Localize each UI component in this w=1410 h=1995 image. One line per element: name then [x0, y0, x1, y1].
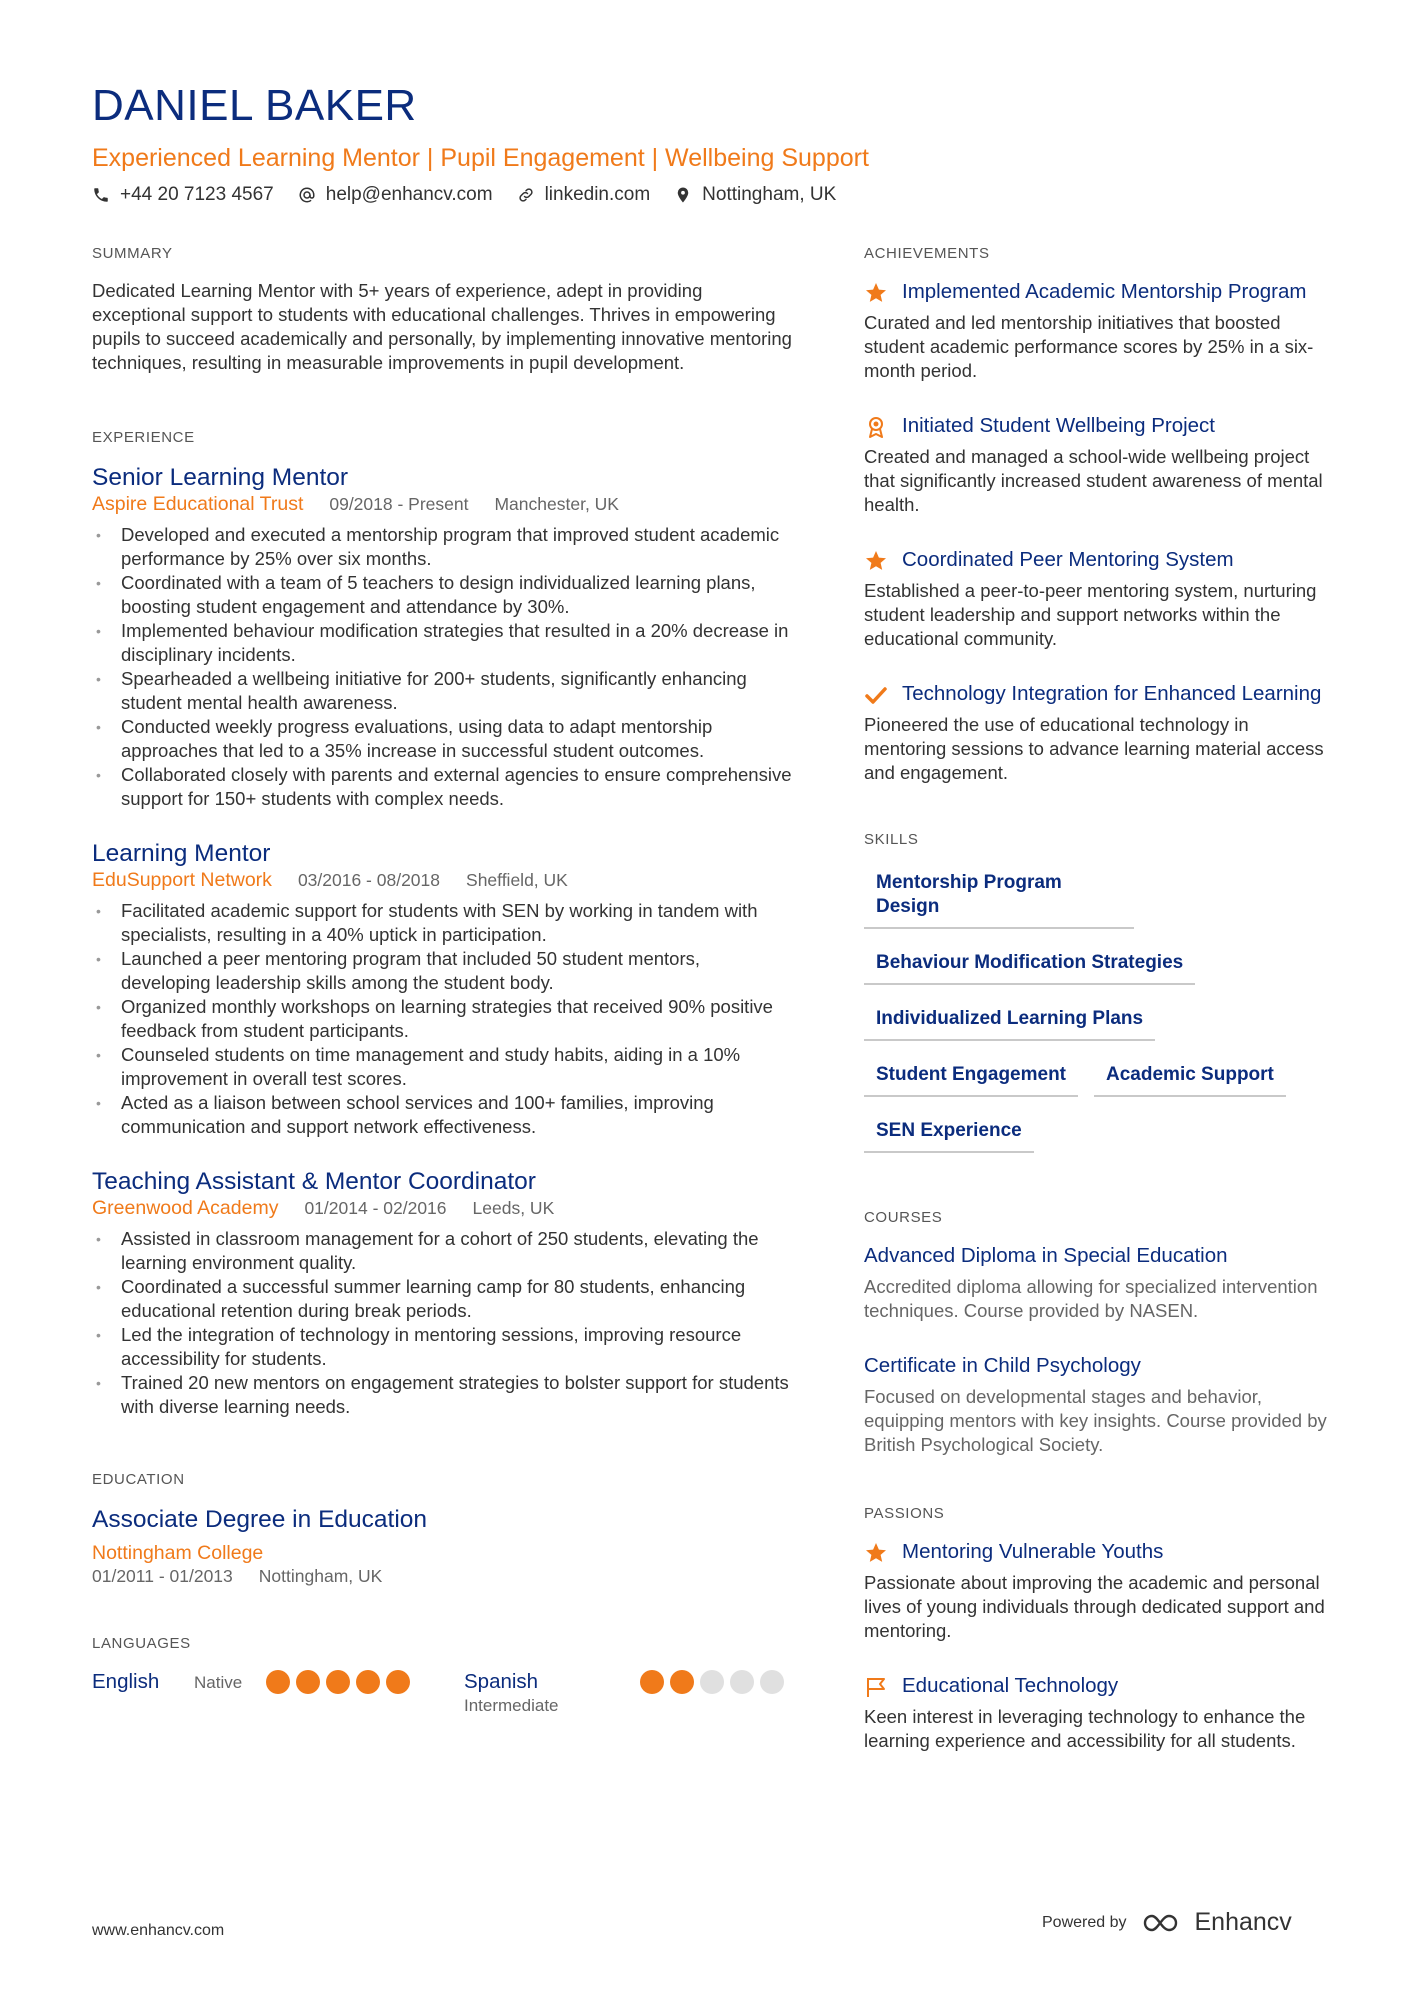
achievement-head [864, 279, 1334, 305]
achievement-item [864, 413, 1334, 517]
passion-item [864, 1673, 1334, 1753]
bullet-item: • Conducted weekly progress evaluations, using data to adapt mentorship approaches that led to a 35% increase in successful student outcomes. [92, 715, 792, 763]
bullet-item: • Acted as a liaison between school services and 100+ families, improving communication and support network effectiveness. [92, 1091, 792, 1139]
skill-tag: Behaviour Modification Strategies [864, 945, 1195, 985]
bullet-item: • Organized monthly workshops on learning strategies that received 90% positive feedback from student participants. [92, 995, 792, 1043]
education-meta [92, 1565, 792, 1587]
passion-item [864, 1539, 1334, 1643]
language-item [92, 1669, 464, 1717]
brand-logo[interactable] [1141, 1908, 1292, 1937]
skill-tag: Mentorship Program Design [864, 865, 1134, 929]
contact-location [674, 184, 836, 206]
bullet-item: • Led the integration of technology in mentoring sessions, improving resource accessibility for students. [92, 1323, 792, 1371]
language-level: Native [194, 1673, 243, 1692]
achievement-title: Coordinated Peer Mentoring System [902, 548, 1234, 571]
star-icon [864, 1541, 888, 1565]
job-entry [92, 839, 792, 1139]
course-title: Advanced Diploma in Special Education [864, 1244, 1228, 1267]
contact-phone [92, 184, 274, 206]
check-icon [864, 683, 888, 707]
candidate-name: DANIEL BAKER [92, 81, 417, 130]
achievement-title: Technology Integration for Enhanced Learning [902, 682, 1322, 705]
achievement-desc: Curated and led mentorship initiatives that boosted student academic performance scores by 25% in a six-month period. [864, 312, 1314, 381]
passion-desc: Keen interest in leveraging technology to enhance the learning experience and accessibility for all students. [864, 1706, 1306, 1751]
passion-title: Mentoring Vulnerable Youths [902, 1540, 1164, 1563]
passion-desc: Passionate about improving the academic and personal lives of young individuals through dedicated support and mentoring. [864, 1572, 1325, 1641]
section-title: SKILLS [864, 831, 919, 848]
left-column [92, 245, 792, 1757]
course-desc: Accredited diploma allowing for specialized intervention techniques. Course provided by NASEN. [864, 1276, 1318, 1321]
job-bullets [92, 899, 792, 1139]
language-name: English [92, 1670, 160, 1693]
language-rating [266, 1670, 410, 1694]
footer-brand [1042, 1908, 1292, 1937]
rating-dot [266, 1670, 290, 1694]
bullet-item: • Assisted in classroom management for a cohort of 250 students, elevating the learning environment quality. [92, 1227, 792, 1275]
summary-section [92, 245, 792, 375]
job-bullets [92, 523, 792, 811]
skills-section [864, 831, 1334, 1153]
rating-dot [356, 1670, 380, 1694]
achievement-head [864, 413, 1334, 439]
flag-icon [864, 1675, 888, 1699]
job-dates: 09/2018 - Present [329, 494, 469, 514]
award-icon [864, 415, 888, 439]
passion-head [864, 1539, 1334, 1565]
language-rating [640, 1670, 784, 1694]
bullet-item: • Developed and executed a mentorship program that improved student academic performance by 25% over six months. [92, 523, 792, 571]
achievements-section [864, 245, 1334, 785]
phone-icon [92, 186, 110, 204]
contact-row [92, 184, 1332, 206]
rating-dot [296, 1670, 320, 1694]
language-text [464, 1669, 640, 1717]
rating-dot [670, 1670, 694, 1694]
job-dates: 01/2014 - 02/2016 [304, 1198, 447, 1218]
resume-header [92, 80, 1332, 206]
contact-email[interactable] [298, 184, 493, 206]
skills-list [864, 865, 1334, 1153]
school-name: Nottingham College [92, 1542, 264, 1564]
language-item [464, 1669, 784, 1717]
achievement-desc: Created and managed a school-wide wellbeing project that significantly increased student awareness of mental health. [864, 446, 1323, 515]
achievement-desc: Established a peer-to-peer mentoring system, nurturing student leadership and support networks within the educational community. [864, 580, 1317, 649]
job-meta [92, 1197, 792, 1219]
bullet-item: • Spearheaded a wellbeing initiative for 200+ students, significantly enhancing student mental health awareness. [92, 667, 792, 715]
job-company: Aspire Educational Trust [92, 493, 304, 515]
job-location: Sheffield, UK [466, 870, 568, 890]
course-item [864, 1243, 1334, 1323]
achievement-desc: Pioneered the use of educational technology in mentoring sessions to advance learning material access and engagement. [864, 714, 1324, 783]
passion-head [864, 1673, 1334, 1699]
footer-website[interactable]: www.enhancv.com [92, 1922, 225, 1939]
job-meta [92, 869, 792, 891]
courses-section [864, 1209, 1334, 1457]
section-title: SUMMARY [92, 245, 173, 262]
achievement-title: Implemented Academic Mentorship Program [902, 280, 1307, 303]
section-title: PASSIONS [864, 1505, 945, 1522]
bullet-item: • Collaborated closely with parents and external agencies to ensure comprehensive support for 150+ students with complex needs. [92, 763, 792, 811]
course-title: Certificate in Child Psychology [864, 1354, 1141, 1377]
education-section [92, 1471, 792, 1587]
brand-name: Enhancv [1194, 1908, 1292, 1936]
contact-linkedin[interactable] [517, 184, 651, 206]
job-company: Greenwood Academy [92, 1197, 279, 1219]
skill-tag: Academic Support [1094, 1057, 1286, 1097]
achievement-head [864, 547, 1334, 573]
achievement-item [864, 279, 1334, 383]
bullet-item: • Facilitated academic support for students with SEN by working in tandem with specialists, resulting in a 40% uptick in participation. [92, 899, 792, 947]
job-entry [92, 1167, 792, 1419]
star-icon [864, 281, 888, 305]
experience-section [92, 429, 792, 1419]
linkedin-text: linkedin.com [544, 184, 651, 205]
bullet-item: • Trained 20 new mentors on engagement strategies to bolster support for students with diverse learning needs. [92, 1371, 792, 1419]
enhancv-logo-icon [1141, 1911, 1185, 1935]
skill-tag: SEN Experience [864, 1113, 1034, 1153]
powered-by-label: Powered by [1042, 1913, 1127, 1931]
location-pin-icon [674, 186, 692, 204]
section-title: COURSES [864, 1209, 943, 1226]
right-column [864, 245, 1334, 1793]
skill-tag: Individualized Learning Plans [864, 1001, 1155, 1041]
achievement-head [864, 681, 1334, 707]
bullet-item: • Coordinated a successful summer learning camp for 80 students, enhancing educational retention during break periods. [92, 1275, 792, 1323]
job-title: Senior Learning Mentor [92, 464, 349, 491]
passion-title: Educational Technology [902, 1674, 1119, 1697]
job-meta [92, 493, 792, 515]
course-item [864, 1353, 1334, 1457]
section-title: LANGUAGES [92, 1635, 191, 1652]
email-text: help@enhancv.com [325, 184, 493, 205]
education-dates: 01/2011 - 01/2013 [92, 1566, 233, 1586]
rating-dot [326, 1670, 350, 1694]
passions-section [864, 1505, 1334, 1753]
language-level: Intermediate [464, 1696, 559, 1715]
education-location: Nottingham, UK [258, 1566, 383, 1586]
languages-section [92, 1635, 792, 1717]
job-location: Manchester, UK [494, 494, 619, 514]
achievement-title: Initiated Student Wellbeing Project [902, 414, 1216, 437]
location-text: Nottingham, UK [702, 184, 837, 205]
job-title: Learning Mentor [92, 840, 271, 867]
rating-dot [386, 1670, 410, 1694]
section-title: ACHIEVEMENTS [864, 245, 990, 262]
degree-title: Associate Degree in Education [92, 1506, 428, 1533]
achievement-item [864, 681, 1334, 785]
job-title: Teaching Assistant & Mentor Coordinator [92, 1168, 536, 1195]
section-title: EXPERIENCE [92, 429, 195, 446]
link-icon [517, 186, 535, 204]
skill-tag: Student Engagement [864, 1057, 1078, 1097]
summary-text: Dedicated Learning Mentor with 5+ years of experience, adept in providing exceptional support to students with educational challenges. Thrives in empowering pupils to succeed academically and personally, by implementing innovative mentoring techniques, resulting in measurable improvements in pupil development. [92, 280, 792, 373]
achievement-item [864, 547, 1334, 651]
bullet-item: • Implemented behaviour modification strategies that resulted in a 20% decrease in disciplinary incidents. [92, 619, 792, 667]
candidate-tagline: Experienced Learning Mentor | Pupil Engagement | Wellbeing Support [92, 144, 869, 172]
at-icon [298, 186, 316, 204]
job-location: Leeds, UK [472, 1198, 555, 1218]
rating-dot [760, 1670, 784, 1694]
rating-dot [640, 1670, 664, 1694]
section-title: EDUCATION [92, 1471, 185, 1488]
job-bullets [92, 1227, 792, 1419]
job-dates: 03/2016 - 08/2018 [297, 870, 441, 890]
bullet-item: • Launched a peer mentoring program that included 50 student mentors, developing leadership skills among the student body. [92, 947, 792, 995]
star-icon [864, 549, 888, 573]
language-name: Spanish [464, 1670, 539, 1693]
course-desc: Focused on developmental stages and behavior, equipping mentors with key insights. Course provided by British Psychological Society. [864, 1386, 1327, 1455]
rating-dot [730, 1670, 754, 1694]
job-company: EduSupport Network [92, 869, 272, 891]
languages-list [92, 1669, 792, 1717]
bullet-item: • Counseled students on time management and study habits, aiding in a 10% improvement in overall test scores. [92, 1043, 792, 1091]
phone-text: +44 20 7123 4567 [120, 184, 274, 205]
job-entry [92, 463, 792, 811]
rating-dot [700, 1670, 724, 1694]
bullet-item: • Coordinated with a team of 5 teachers to design individualized learning plans, boosting student engagement and attendance by 30%. [92, 571, 792, 619]
